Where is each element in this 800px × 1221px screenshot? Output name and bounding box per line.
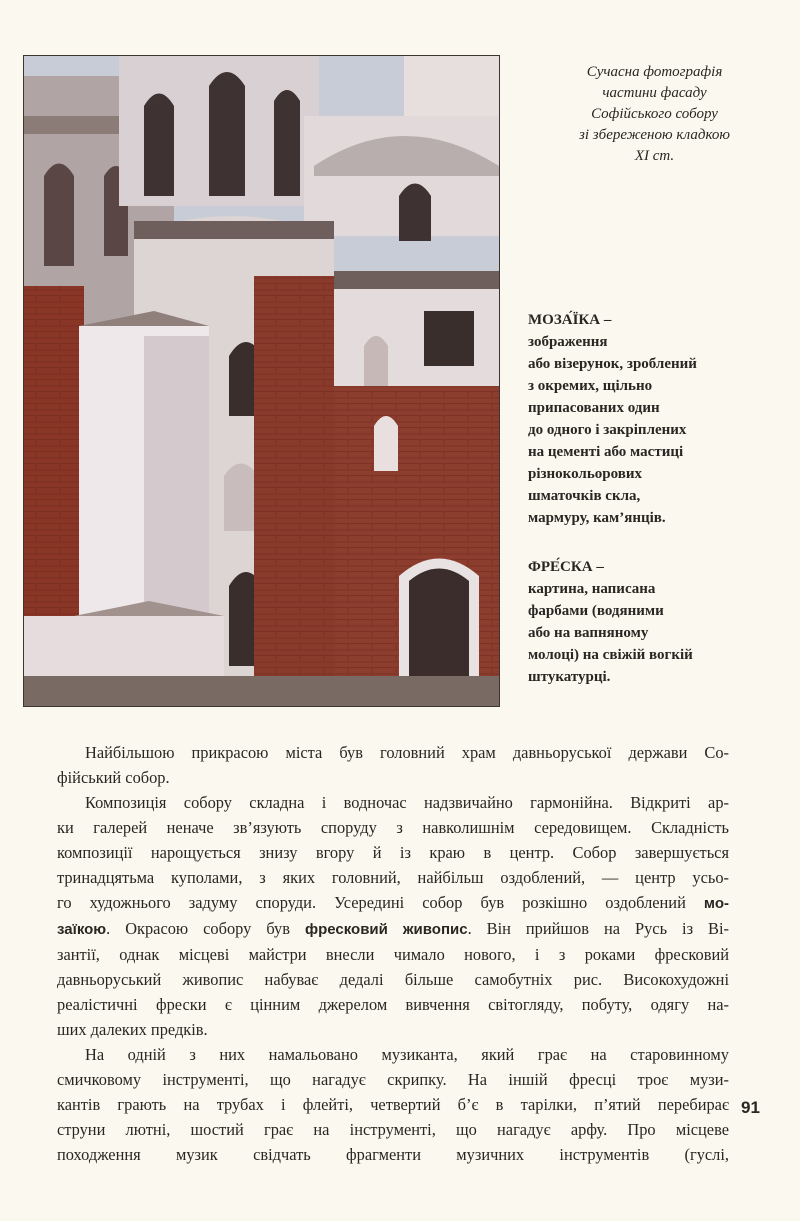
cathedral-photo — [23, 55, 500, 707]
text-line: ших далеких предків. — [57, 1020, 208, 1039]
glossary-line: картина, написана — [528, 581, 656, 597]
glossary-line: до одного і закріплених — [528, 422, 687, 438]
glossary-mosaic — [528, 309, 793, 529]
glossary-line: зображення — [528, 334, 608, 350]
text-line: тринадцятьма куполами, з яких головний, найбільш оздоблений, — центр усьо- — [57, 868, 729, 887]
text-line: фійський собор. — [57, 768, 170, 787]
glossary-term: МОЗА́ЇКА — [528, 312, 601, 328]
glossary-line: або на вапняному — [528, 625, 649, 641]
text-line: На одній з них намальовано музиканта, який грає на старовинному — [85, 1045, 729, 1064]
cathedral-facade-illustration — [24, 56, 499, 706]
text-line: струни лютні, шостий грає на інструменті, що нагадує арфу. Про місцеве — [57, 1120, 729, 1139]
text-line: ки галерей неначе зв’язують споруду з навколишнім середовищем. Складність — [57, 818, 729, 837]
term-mosaic: мо- — [703, 895, 729, 912]
text-fragment: го художнього задуму споруди. Усередині собор був розкішно оздоблений — [57, 893, 686, 912]
main-text — [57, 740, 729, 1167]
text-line: походження музик свідчать фрагменти музичних інструментів (гуслі, — [57, 1145, 729, 1164]
glossary-term: ФРЕ́СКА — [528, 559, 593, 575]
text-line: Композиція собору складна і водночас надзвичайно гармонійна. Відкриті ар- — [85, 793, 729, 812]
glossary-line: на цементі або мастиці — [528, 444, 684, 460]
text-line: реалістичні фрески є цінним джерелом вивчення світогляду, побуту, одягу на- — [57, 995, 729, 1014]
text-line: кантів грають на трубах і флейті, четвертий б’є в тарілки, п’ятий перебирає — [57, 1095, 729, 1114]
text-line — [57, 916, 729, 942]
caption-line: XI ст. — [634, 148, 675, 164]
glossary-line: молоці) на свіжій вогкій — [528, 647, 693, 663]
glossary-term-line — [528, 556, 793, 578]
photo-caption — [512, 62, 797, 167]
caption-line: зі збереженою кладкою — [579, 127, 730, 143]
caption-line: частини фасаду — [602, 85, 707, 101]
glossary-line: штукатурці. — [528, 669, 611, 685]
text-line: давньоруський живопис набуває дедалі більше самобутніх рис. Високохудожні — [57, 970, 729, 989]
term-fresco-painting: фресковий живопис — [304, 921, 468, 938]
glossary-line: мармуру, кам’янців. — [528, 510, 666, 526]
text-line: зантії, однак місцеві майстри внесли чимало нового, і з роками фресковий — [57, 945, 729, 964]
glossary-line: припасованих один — [528, 400, 660, 416]
term-mosaic-cont: заїкою — [57, 921, 107, 938]
caption-line: Софійського собору — [591, 106, 718, 122]
glossary-term-line — [528, 309, 793, 331]
text-line — [57, 890, 729, 916]
text-line: смичковому інструменті, що нагадує скрипку. На іншій фресці троє музи- — [57, 1070, 729, 1089]
glossary-line: шматочків скла, — [528, 488, 641, 504]
glossary-line: фарбами (водяними — [528, 603, 664, 619]
glossary-line: різнокольорових — [528, 466, 642, 482]
glossary-fresco — [528, 556, 793, 688]
text-fragment: . Окрасою собору був — [106, 919, 290, 938]
text-line: Найбільшою прикрасою міста був головний храм давньоруської держави Со- — [85, 743, 729, 762]
caption-line: Сучасна фотографія — [586, 64, 723, 80]
text-fragment: . Він прийшов на Русь із Ві- — [467, 919, 729, 938]
text-line: композиції нарощується знизу вгору й із краю в центр. Собор завершується — [57, 843, 729, 862]
glossary-dash: – — [600, 312, 612, 328]
page-number: 91 — [741, 1098, 760, 1117]
glossary-line: з окремих, щільно — [528, 378, 653, 394]
glossary-line: або візерунок, зроблений — [528, 356, 697, 372]
glossary-dash: – — [592, 559, 604, 575]
